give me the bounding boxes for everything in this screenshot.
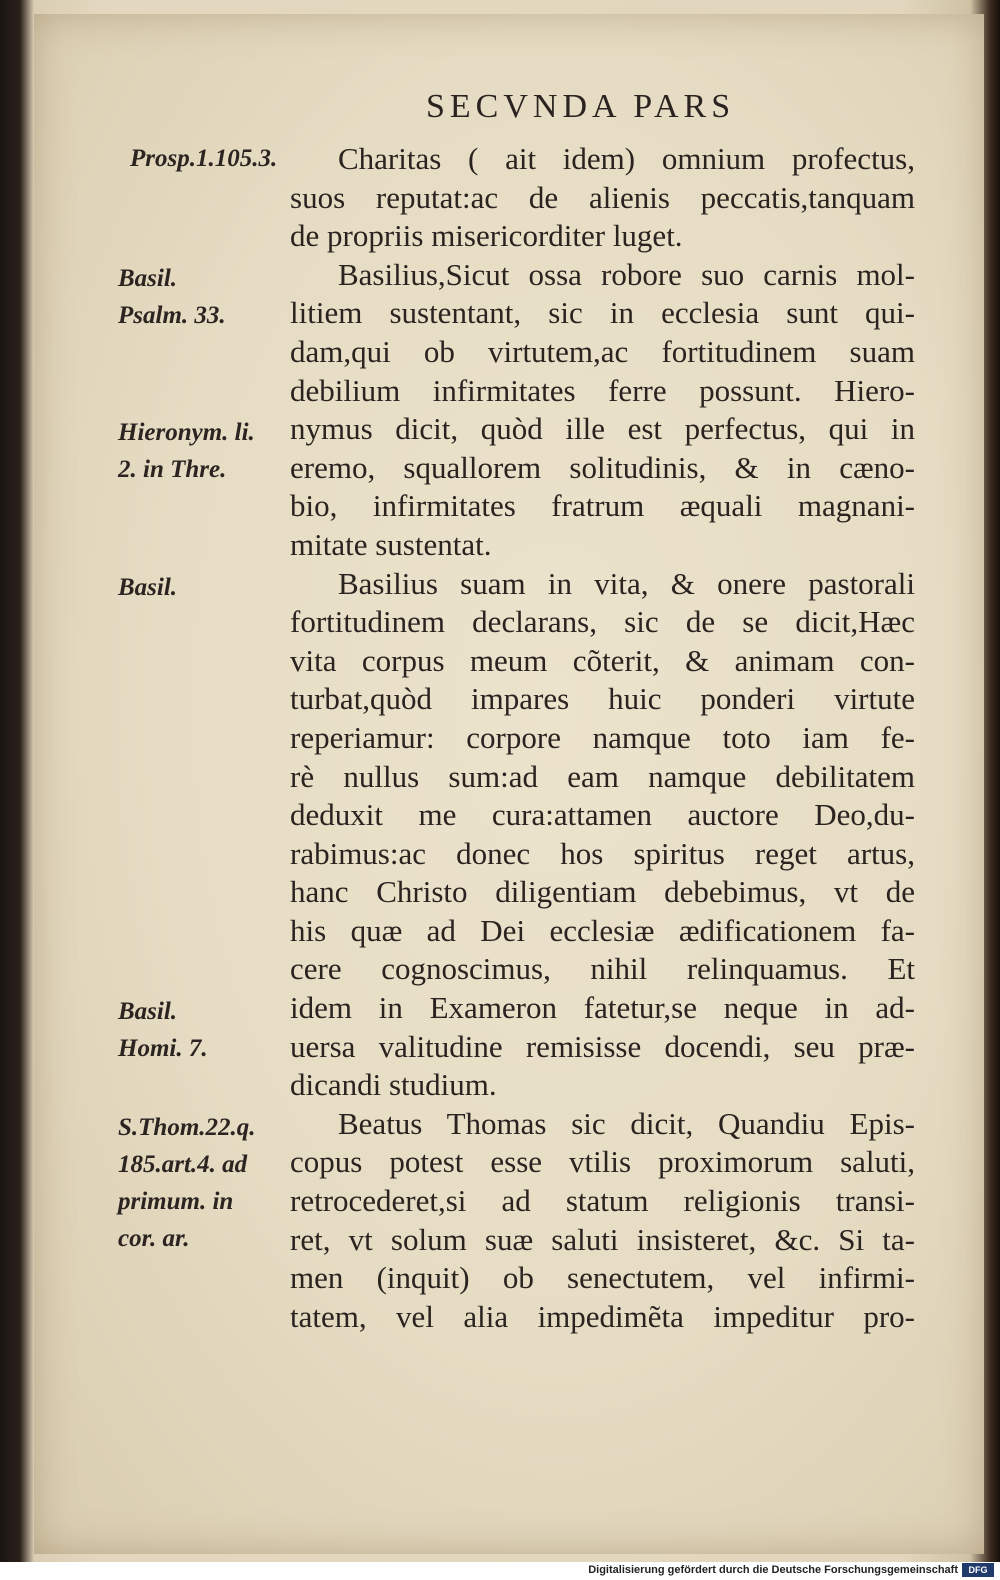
running-head: SECVNDA PARS [426, 88, 736, 125]
text-line: dam,qui ob virtutem,ac fortitudinem suam [290, 333, 915, 369]
text-line: uersa valitudine remisisse docendi, seu præ- [290, 1028, 915, 1064]
text-line: Basilius,Sicut ossa robore suo carnis mol- [338, 256, 915, 292]
margin-note: cor. ar. [118, 1225, 190, 1252]
text-line: suos reputat:ac de alienis peccatis,tanquam [290, 179, 915, 215]
dfg-logo: DFG [962, 1563, 994, 1577]
text-line: retrocederet,si ad statum religionis transi- [290, 1183, 915, 1219]
text-line: mitate sustentat. [290, 526, 492, 562]
text-line: nymus dicit, quòd ille est perfectus, qui in [290, 411, 915, 447]
text-line: dicandi studium. [290, 1067, 497, 1103]
margin-note: S.Thom.22.q. [118, 1114, 256, 1141]
main-text-block [290, 140, 915, 1336]
margin-note: Homi. 7. [118, 1035, 208, 1063]
margin-note: primum. in [118, 1188, 234, 1215]
text-line: idem in Exameron fatetur,se neque in ad- [290, 990, 915, 1026]
text-line: rè nullus sum:ad eam namque debilitatem [290, 758, 915, 794]
text-line: fortitudinem declarans, sic de se dicit,Hæc [290, 604, 915, 640]
text-line: deduxit me cura:attamen auctore Deo,du- [290, 797, 915, 833]
text-line: litiem sustentant, sic in ecclesia sunt qui- [290, 295, 915, 331]
text-line: ret, vt solum suæ saluti insisteret, &c. Si ta- [290, 1221, 915, 1257]
text-line: hanc Christo diligentiam debebimus, vt de [290, 874, 915, 910]
funding-credit: Digitalisierung gefördert durch die Deutsche Forschungsgemeinschaft [588, 1564, 958, 1576]
text-line: copus potest esse vtilis proximorum saluti, [290, 1144, 915, 1180]
text-line: Beatus Thomas sic dicit, Quandiu Epis- [338, 1105, 915, 1141]
text-line: cere cognoscimus, nihil relinquamus. Et [290, 951, 915, 987]
text-line: men (inquit) ob senectutem, vel infirmi- [290, 1260, 915, 1296]
text-line: reperiamur: corpore namque toto iam fe- [290, 719, 915, 755]
margin-note: Prosp.1.105.3. [130, 145, 278, 172]
text-line: tatem, vel alia impedimẽta impeditur pro- [290, 1298, 915, 1334]
text-line: bio, infirmitates fratrum æquali magnani- [290, 488, 915, 524]
text-line: his quæ ad Dei ecclesiæ ædificationem fa- [290, 912, 915, 948]
text-line: de propriis misericorditer luget. [290, 218, 683, 254]
text-line: debilium infirmitates ferre possunt. Hiero- [290, 372, 915, 408]
margin-note: 185.art.4. ad [118, 1151, 248, 1178]
text-line: Basilius suam in vita, & onere pastorali [338, 565, 915, 601]
text-line: vita corpus meum cõterit, & animam con- [290, 642, 915, 678]
text-line: turbat,quòd impares huic ponderi virtute [290, 681, 915, 717]
margin-note: Basil. [118, 264, 178, 292]
text-line: eremo, squallorem solitudinis, & in cæno- [290, 449, 915, 485]
margin-note: 2. in Thre. [118, 456, 227, 484]
margin-note: Psalm. 33. [118, 301, 226, 329]
margin-note: Basil. [118, 998, 178, 1026]
text-line: rabimus:ac donec hos spiritus reget artus, [290, 835, 915, 871]
margin-note: Basil. [118, 573, 178, 601]
text-line: Charitas ( ait idem) omnium profectus, [338, 141, 915, 176]
margin-note: Hieronym. li. [118, 419, 255, 447]
